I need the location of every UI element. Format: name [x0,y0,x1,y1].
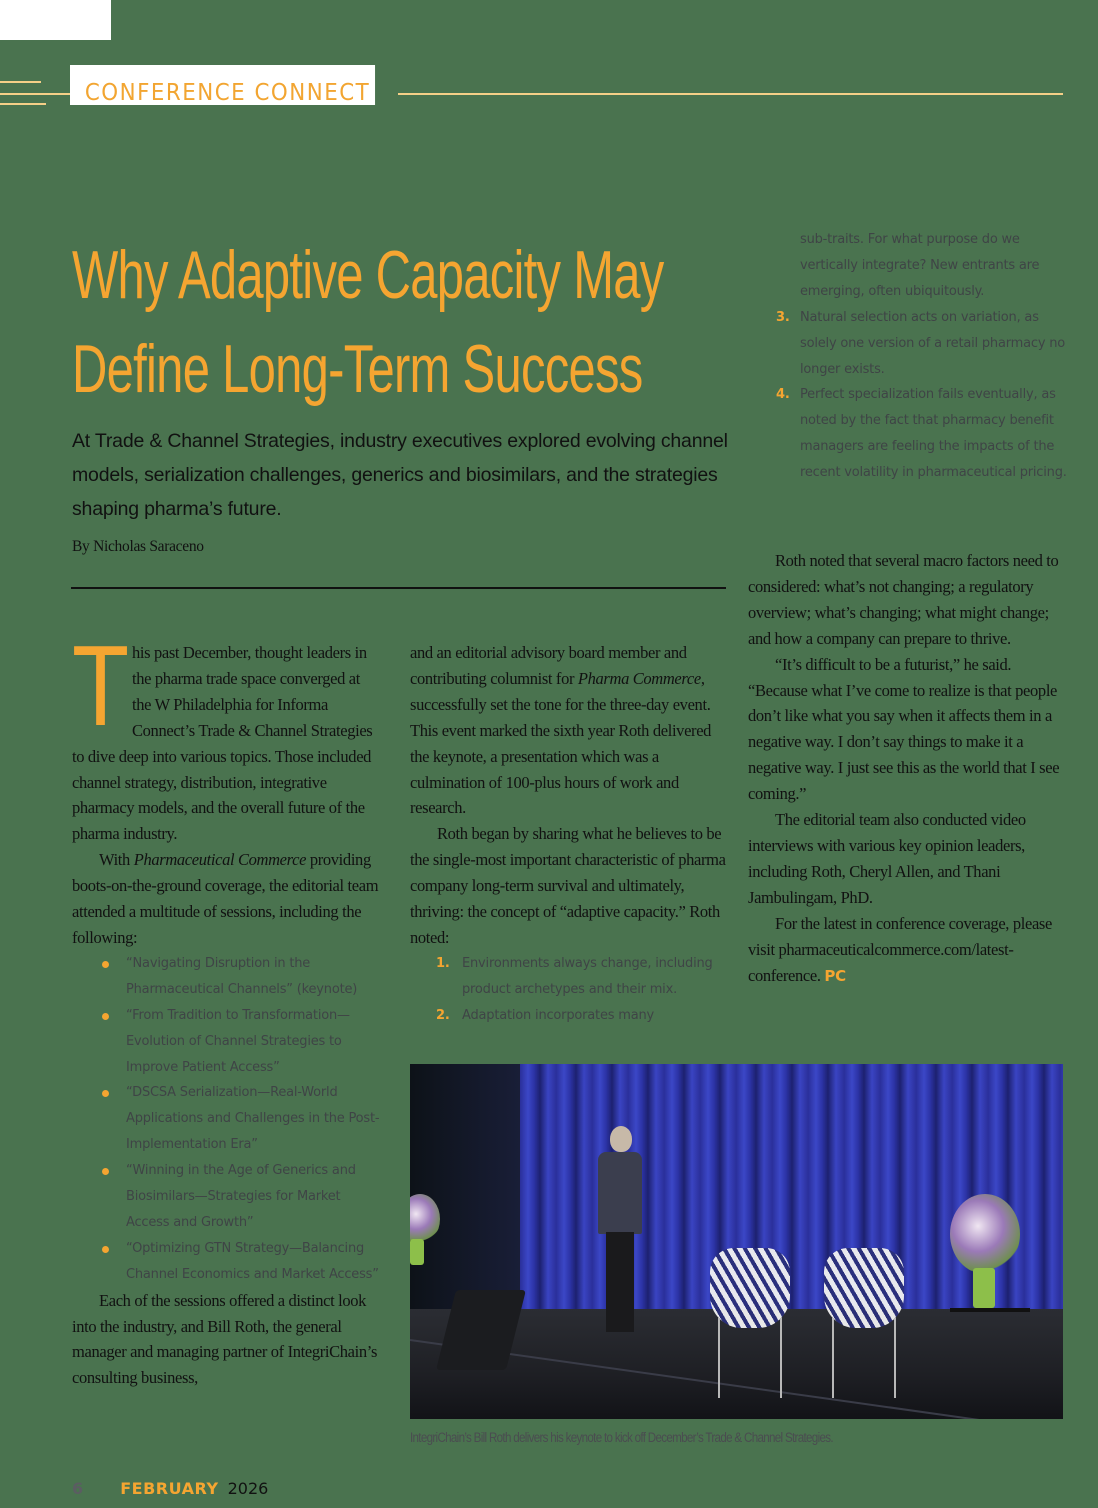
paragraph: Roth began by sharing what he believes to be the single-most important characteristic of pharma company long-term survival and ultimately, thriving: the concept of “adaptive capacity.” Roth noted: [410,824,726,947]
body-column-2 [410,640,730,1029]
speaker-figure [598,1126,638,1346]
page-number: 6 [72,1479,84,1498]
byline-divider [71,587,726,589]
bullet-icon [102,1090,109,1097]
bullet-icon [102,1013,109,1020]
list-item-continuation: sub-traits. For what purpose do we vertically integrate? New entrants are emerging, often ubiquitously. [800,232,1040,299]
article-dek: At Trade & Channel Strategies, industry executives explored evolving channel models, serialization challenges, generics and biosimilars, and the strategies shaping pharma’s future. [72,430,728,520]
keynote-photo [410,1064,1063,1419]
session-list [72,951,382,1288]
list-number: 2. [436,1007,450,1023]
photo-caption: IntegriChain’s Bill Roth delivers his keynote to kick off December’s Trade & Channel Strategies. [410,1430,833,1445]
paragraph: Each of the sessions offered a distinct look into the industry, and Bill Roth, the general manager and managing partner of IntegriChain’s consulting business, [72,1290,378,1388]
publication-name: Pharmaceutical Commerce [133,850,307,870]
article-headline [72,228,664,416]
numbered-list-continued [770,227,1070,486]
session-item: “Winning in the Age of Generics and Biosimilars—Strategies for Market Access and Growth” [72,1158,382,1236]
chair [710,1248,790,1398]
headline-line-1: Why Adaptive Capacity May [72,237,664,313]
paragraph: “It’s difficult to be a futurist,” he said. “Because what I’ve come to realize is that people don’t like what you say when it affects them in a negative way. I don’t say things to make it a negative way. I just see this as the world that I see coming.” [748,654,1060,804]
page-footer [72,1479,268,1498]
issue-year: 2026 [227,1479,269,1498]
list-number: 1. [436,955,450,971]
corner-block [0,0,111,40]
list-item: 2. Adaptation incorporates many [410,1003,730,1029]
list-number: 4. [776,387,790,403]
bullet-icon [102,961,109,968]
byline: By Nicholas Saraceno [72,538,204,555]
bullet-icon [102,1246,109,1253]
paragraph: With Pharmaceutical Commerce providing boots-on-the-ground coverage, the editorial team attended a multitude of sessions, including the following: [72,850,379,947]
bullet-icon [102,1168,109,1175]
header-rule [398,93,1063,95]
session-item: “From Tradition to Transformation—Evolution of Channel Strategies to Improve Patient Access” [72,1003,382,1081]
session-item: “DSCSA Serialization—Real-World Applications and Challenges in the Post-Implementation Era” [72,1080,382,1158]
list-item: 1. Environments always change, including product archetypes and their mix. [410,951,730,1003]
side-table [950,1308,1030,1312]
paragraph: This past December, thought leaders in the pharma trade space converged at the W Philadelphia for Informa Connect’s Trade & Channel Strategies to dive deep into various topics. Those included channel strategy, distribution, integrative pharmacy models, and the overall future of the pharma industry. [72,623,373,844]
publication-name: Pharma Commerce [577,668,701,688]
body-column-3 [748,548,1068,989]
list-number: 3. [776,309,790,325]
session-item: “Navigating Disruption in the Pharmaceutical Channels” (keynote) [72,951,382,1003]
body-column-3-list [770,227,1070,486]
chair [824,1248,904,1398]
headline-line-2: Define Long-Term Success [72,331,643,407]
session-item: “Optimizing GTN Strategy—Balancing Channel Economics and Market Access” [72,1236,382,1288]
paragraph: and an editorial advisory board member and contributing columnist for Pharma Commerce, successfully set the tone for the three-day event. This event marked the sixth year Roth delivered the keynote, a presentation which was a culmination of 100-plus hours of work and research. [410,643,712,818]
body-column-1 [72,623,382,1391]
flower-arrangement [950,1194,1020,1274]
list-item: 4. Perfect specialization fails eventually, as noted by the fact that pharmacy benefit managers are feeling the impacts of the recent volatility in pharmaceutical pricing. [770,382,1070,486]
list-item: 3. Natural selection acts on variation, as solely one version of a retail pharmacy no longer exists. [770,305,1070,383]
drop-cap: T [72,623,129,750]
paragraph: The editorial team also conducted video interviews with various key opinion leaders, including Roth, Cheryl Allen, and Thani Jambulingam, PhD. [748,810,1026,907]
paragraph: Roth noted that several macro factors need to considered: what’s not changing; a regulatory overview; what’s changing; what might change; and how a company can prepare to thrive. [748,551,1059,648]
numbered-list [410,951,730,1029]
issue-month: FEBRUARY [120,1479,219,1498]
decorative-lines [0,81,70,105]
paragraph: For the latest in conference coverage, please visit pharmaceuticalcommerce.com/latest-conference. PC [748,913,1052,985]
section-tag: CONFERENCE CONNECT [70,65,375,105]
end-mark: PC [824,966,846,985]
